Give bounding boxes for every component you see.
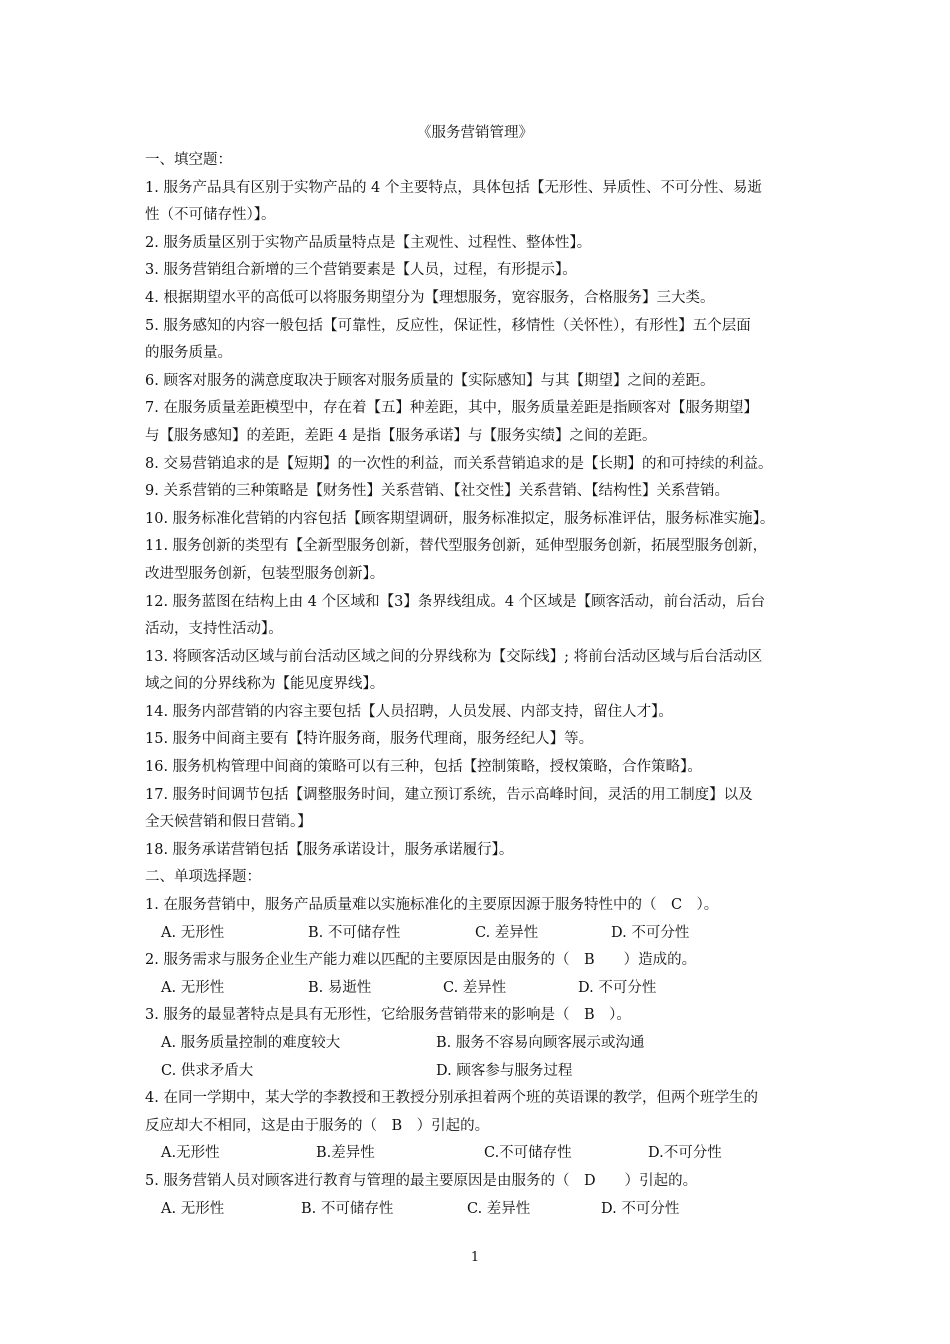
fill-item-13-line-1: 13. 将顾客活动区域与前台活动区域之间的分界线称为【交际线】; 将前台活动区域与后台活动区: [145, 648, 763, 665]
question-4-stem-line-2: 反应却大不相同，这是由于服务的（ B ）引起的。: [145, 1117, 490, 1134]
fill-item-11-line-1: 11. 服务创新的类型有【全新型服务创新，替代型服务创新，延伸型服务创新，拓展型服务创新，: [145, 538, 768, 555]
question-5-option-c: C. 差异性: [467, 1200, 531, 1217]
fill-item-5-line-1: 5. 服务感知的内容一般包括【可靠性，反应性，保证性，移情性（关怀性），有形性】五个层面: [145, 317, 751, 334]
fill-item-1-line-1: 1. 服务产品具有区别于实物产品的 4 个主要特点，具体包括【无形性、异质性、不可分性、易逝: [145, 179, 762, 196]
question-5-option-d: D. 不可分性: [601, 1200, 680, 1217]
question-2-options: [145, 975, 815, 1003]
document-title: 《服务营销管理》: [417, 125, 533, 141]
fill-item-10: 10. 服务标准化营销的内容包括【顾客期望调研，服务标准拟定，服务标准评估，服务标准实施】。: [145, 510, 775, 527]
question-4-options: [145, 1140, 815, 1168]
fill-item-9: 9. 关系营销的三种策略是【财务性】关系营销、【社交性】关系营销、【结构性】关系营销。: [145, 483, 729, 500]
question-1-option-c: C. 差异性: [475, 924, 539, 941]
question-3-option-a: A. 服务质量控制的难度较大: [161, 1035, 341, 1051]
section-heading-single-choice: 二、单项选择题：: [145, 869, 261, 886]
fill-item-2: 2. 服务质量区别于实物产品质量特点是【主观性、过程性、整体性】。: [145, 234, 592, 251]
question-2-stem: 2. 服务需求与服务企业生产能力难以匹配的主要原因是由服务的（ B ）造成的。: [145, 952, 697, 969]
question-4-stem-line-1: 4. 在同一学期中，某大学的李教授和王教授分别承担着两个班的英语课的教学，但两个班学生的: [145, 1090, 758, 1107]
question-2-option-d: D. 不可分性: [578, 979, 657, 996]
question-4-option-a: A.无形性: [161, 1145, 220, 1162]
section-heading-fill-in: 一、填空题：: [145, 152, 232, 168]
fill-item-17-line-1: 17. 服务时间调节包括【调整服务时间，建立预订系统，告示高峰时间，灵活的用工制度】以及: [145, 786, 753, 803]
fill-item-4: 4. 根据期望水平的高低可以将服务期望分为【理想服务，宽容服务，合格服务】三大类。: [145, 289, 715, 306]
fill-item-7-line-2: 与【服务感知】的差距，差距 4 是指【服务承诺】与【服务实绩】之间的差距。: [145, 427, 657, 444]
fill-item-12-line-1: 12. 服务蓝图在结构上由 4 个区域和【3】条界线组成。4 个区域是【顾客活动，前台活动，后台: [145, 593, 766, 610]
question-4-option-c: C.不可储存性: [484, 1145, 572, 1162]
question-3-option-b: B. 服务不容易向顾客展示或沟通: [436, 1035, 645, 1051]
question-2-option-b: B. 易逝性: [308, 979, 372, 996]
question-3-options-row-1: [145, 1030, 815, 1058]
fill-item-14: 14. 服务内部营销的内容主要包括【人员招聘，人员发展、内部支持，留住人才】。: [145, 703, 673, 720]
question-4-option-d: D.不可分性: [648, 1145, 722, 1162]
question-4-option-b: B.差异性: [316, 1145, 375, 1162]
fill-item-8: 8. 交易营销追求的是【短期】的一次性的利益，而关系营销追求的是【长期】的和可持续的利益。: [145, 455, 773, 472]
question-1-stem: 1. 在服务营销中，服务产品质量难以实施标准化的主要原因源于服务特性中的（ C ）。: [145, 897, 719, 914]
question-2-option-a: A. 无形性: [161, 979, 225, 996]
fill-item-12-line-2: 活动，支持性活动】。: [145, 621, 283, 638]
question-3-option-d: D. 顾客参与服务过程: [436, 1062, 573, 1079]
page-number: 1: [470, 1250, 480, 1265]
fill-item-11-line-2: 改进型服务创新，包装型服务创新】。: [145, 565, 385, 582]
question-1-option-a: A. 无形性: [161, 924, 225, 941]
fill-item-5-line-2: 的服务质量。: [145, 345, 232, 362]
fill-item-17-line-2: 全天候营销和假日营销。】: [145, 814, 312, 831]
question-3-stem: 3. 服务的最显著特点是具有无形性，它给服务营销带来的影响是（ B ）。: [145, 1007, 631, 1024]
fill-item-7-line-1: 7. 在服务质量差距模型中，存在着【五】种差距，其中，服务质量差距是指顾客对【服务期望】: [145, 400, 758, 417]
question-5-stem: 5. 服务营销人员对顾客进行教育与管理的最主要原因是由服务的（ D ）引起的。: [145, 1172, 698, 1189]
question-5-option-a: A. 无形性: [161, 1200, 225, 1217]
question-3-option-c: C. 供求矛盾大: [161, 1062, 254, 1079]
question-1-options: [145, 920, 815, 948]
question-2-option-c: C. 差异性: [443, 979, 507, 996]
question-5-option-b: B. 不可储存性: [301, 1200, 394, 1217]
fill-item-18: 18. 服务承诺营销包括【服务承诺设计，服务承诺履行】。: [145, 841, 514, 858]
document-body: [145, 147, 815, 1223]
fill-item-1-line-2: 性（不可储存性）】。: [145, 207, 276, 224]
fill-item-3: 3. 服务营销组合新增的三个营销要素是【人员，过程，有形提示】。: [145, 262, 577, 279]
question-3-options-row-2: [145, 1058, 815, 1086]
fill-item-15: 15. 服务中间商主要有【特许服务商，服务代理商，服务经纪人】等。: [145, 731, 594, 748]
question-5-options: [145, 1196, 815, 1224]
fill-item-13-line-2: 域之间的分界线称为【能见度界线】。: [145, 676, 385, 693]
question-1-option-b: B. 不可储存性: [308, 924, 401, 941]
fill-item-6: 6. 顾客对服务的满意度取决于顾客对服务质量的【实际感知】与其【期望】之间的差距。: [145, 372, 715, 389]
fill-item-16: 16. 服务机构管理中间商的策略可以有三种，包括【控制策略，授权策略，合作策略】。: [145, 759, 702, 776]
question-1-option-d: D. 不可分性: [611, 924, 690, 941]
